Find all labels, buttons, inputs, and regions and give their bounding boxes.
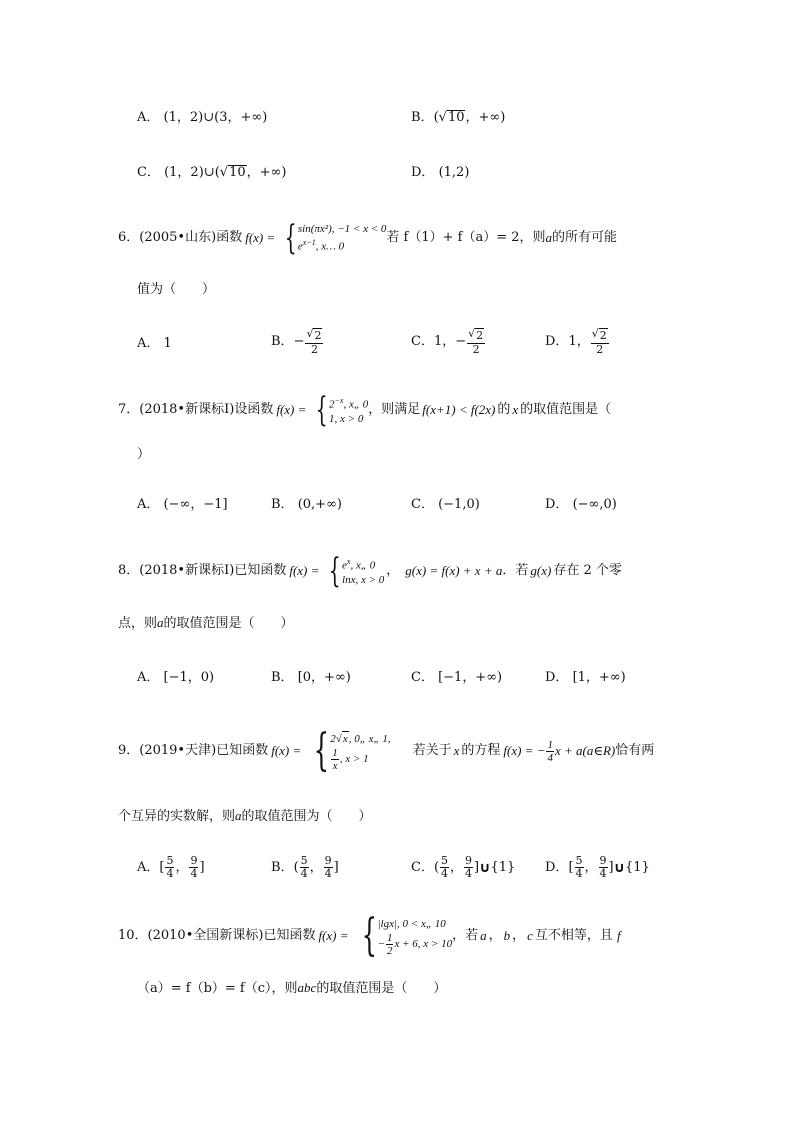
union-symbol: ∪ bbox=[203, 110, 215, 125]
q6-option-d[interactable] bbox=[545, 328, 610, 356]
piecewise-function bbox=[301, 725, 391, 776]
question-number: 10． bbox=[118, 928, 148, 943]
bracket: ] bbox=[199, 859, 205, 875]
numerator: 5 bbox=[166, 854, 174, 867]
case-coefficient: 2 bbox=[330, 732, 336, 745]
question-number: 8． bbox=[118, 563, 140, 578]
option-text: ，+∞) bbox=[465, 110, 506, 125]
numerator: 2 bbox=[314, 329, 322, 342]
bracket: ] bbox=[474, 859, 480, 875]
question-number: 9． bbox=[118, 743, 140, 758]
case-base: 2 bbox=[329, 398, 335, 411]
question-text: 互不相等，且 bbox=[534, 928, 613, 943]
option-label: C． bbox=[411, 497, 434, 512]
question-text: 恰有两 bbox=[615, 743, 655, 758]
separator: ， bbox=[309, 859, 323, 875]
option-text: ( bbox=[214, 165, 220, 180]
numerator: 9 bbox=[190, 854, 198, 867]
numerator: 1 bbox=[332, 746, 338, 759]
case-1: 2 √ x , 0„ x„ 1, bbox=[330, 732, 391, 745]
numerator: 5 bbox=[441, 854, 449, 867]
option-label: A． bbox=[137, 110, 160, 125]
denominator: 4 bbox=[575, 867, 583, 880]
cases bbox=[329, 394, 368, 426]
variable: x bbox=[512, 402, 519, 417]
q7-option-b[interactable] bbox=[271, 497, 342, 513]
question-text: 的方程 bbox=[461, 743, 501, 758]
q9-option-d[interactable] bbox=[545, 855, 650, 880]
variable: a bbox=[157, 615, 164, 630]
inequality: f(x+1) < f(2x) bbox=[422, 402, 496, 417]
option-label: B． bbox=[271, 859, 294, 875]
case-2 bbox=[378, 932, 453, 957]
question-lead: 已知函数 bbox=[263, 928, 316, 943]
fraction bbox=[575, 855, 584, 880]
cases bbox=[330, 731, 390, 772]
case-1 bbox=[342, 555, 384, 573]
brace-icon: { bbox=[361, 910, 377, 961]
denominator: 4 bbox=[300, 867, 308, 880]
q8-stem-line2 bbox=[118, 615, 294, 632]
question-source: (2005•山东) bbox=[139, 230, 217, 245]
separator: ， bbox=[450, 859, 464, 875]
option-text: [−1，+∞) bbox=[438, 670, 503, 685]
option-label: D． bbox=[545, 859, 569, 875]
option-text: [0，+∞) bbox=[297, 670, 351, 685]
function-name: f(x) = bbox=[289, 563, 320, 578]
separator: ， bbox=[175, 859, 189, 875]
fraction bbox=[440, 855, 449, 880]
q10-stem bbox=[118, 908, 621, 964]
q9-option-a[interactable] bbox=[137, 855, 205, 880]
q7-stem-line2: ） bbox=[137, 447, 151, 462]
option-label: D． bbox=[545, 670, 569, 685]
denominator: 4 bbox=[166, 867, 174, 880]
denominator: 2 bbox=[596, 343, 604, 356]
case-1 bbox=[329, 394, 368, 412]
question-condition: 若 f（1）+ f（a）= 2，则 bbox=[386, 230, 546, 245]
option-text: (1，2) bbox=[163, 110, 204, 125]
brace-icon: { bbox=[329, 551, 342, 591]
option-label: A． bbox=[137, 859, 160, 875]
option-text: [1，+∞) bbox=[572, 670, 626, 685]
option-text: 1， bbox=[568, 334, 590, 349]
separator: ， bbox=[584, 859, 598, 875]
case-tail: , x„ 0 bbox=[350, 559, 376, 572]
comma: ， bbox=[386, 563, 400, 578]
separator: ， bbox=[488, 928, 502, 943]
option-label: B． bbox=[271, 497, 294, 512]
q10-stem-line2 bbox=[137, 980, 446, 997]
numerator: 1 bbox=[547, 738, 553, 751]
option-text: (3，+∞) bbox=[214, 110, 268, 125]
question-text: ，则满足 bbox=[368, 402, 421, 417]
numerator: 2 bbox=[599, 329, 607, 342]
case-base: e bbox=[297, 240, 303, 253]
variable-b: b bbox=[503, 928, 511, 943]
option-label: C． bbox=[137, 165, 160, 180]
variable-a: a bbox=[480, 928, 487, 943]
cases bbox=[378, 916, 453, 957]
option-label: B． bbox=[271, 670, 294, 685]
case-2: 1, x > 0 bbox=[329, 412, 364, 425]
option-label: A． bbox=[137, 336, 160, 351]
bracket: ( bbox=[433, 859, 440, 875]
question-text: ．若 bbox=[502, 563, 529, 578]
option-label: B． bbox=[411, 110, 434, 125]
minus-sign: − bbox=[377, 938, 385, 950]
brace-icon: { bbox=[316, 390, 329, 430]
question-text: 的所有可能 bbox=[552, 230, 618, 245]
q7-option-a[interactable] bbox=[137, 497, 228, 513]
option-text: [−1，0) bbox=[163, 670, 215, 685]
q8-stem bbox=[118, 551, 622, 591]
question-lead: 函数 bbox=[216, 230, 243, 245]
option-text: (1，2) bbox=[164, 165, 204, 180]
q8-option-d[interactable] bbox=[545, 670, 626, 686]
q5-option-a[interactable] bbox=[137, 110, 267, 126]
option-label: C． bbox=[411, 859, 434, 875]
fraction bbox=[165, 855, 174, 880]
numerator: 1 bbox=[386, 931, 393, 944]
fraction: √ 2 2 bbox=[591, 327, 607, 356]
q9-stem-line2 bbox=[118, 808, 372, 825]
question-source: (2010•全国新课标) bbox=[147, 928, 264, 943]
function-name: f(x) = bbox=[318, 928, 349, 943]
question-text: 存在 2 个零 bbox=[553, 563, 622, 578]
case-tail: , x > 1 bbox=[339, 753, 369, 765]
separator: ， bbox=[512, 928, 526, 943]
question-text: 个互异的实数解，则 bbox=[118, 809, 236, 824]
sqrt-radicand: 10 bbox=[229, 165, 246, 180]
case-base: e bbox=[342, 559, 347, 572]
option-text: (−∞，−1] bbox=[163, 497, 228, 512]
piecewise-function bbox=[275, 218, 387, 258]
q6-stem bbox=[118, 218, 617, 258]
function-name: f(x) = bbox=[245, 230, 276, 245]
function-name: f(x) = bbox=[276, 402, 307, 417]
case-2: lnx, x > 0 bbox=[342, 573, 385, 586]
union-symbol: ∪ bbox=[479, 859, 491, 876]
question-number: 7． bbox=[118, 402, 140, 417]
minus-sign: − bbox=[293, 334, 305, 349]
question-text: （a）= f（b）= f（c），则 bbox=[137, 981, 298, 996]
q8-option-b[interactable] bbox=[271, 670, 351, 686]
function-symbol: f bbox=[616, 928, 621, 943]
denominator: 4 bbox=[324, 867, 332, 880]
denominator: 4 bbox=[441, 867, 449, 880]
denominator: 4 bbox=[190, 867, 198, 880]
option-text: ( bbox=[433, 110, 439, 125]
option-text: (0,+∞) bbox=[297, 497, 342, 512]
question-source: (2018•新课标Ⅰ) bbox=[139, 563, 235, 578]
bracket: ( bbox=[293, 859, 299, 875]
option-text: (−∞,0) bbox=[572, 497, 617, 512]
q6-option-b[interactable] bbox=[271, 328, 324, 356]
numerator: 9 bbox=[599, 854, 607, 867]
variable: a bbox=[545, 230, 553, 245]
question-text: ，若 bbox=[452, 928, 479, 943]
question-source: (2018•新课标Ⅰ) bbox=[139, 402, 235, 417]
sqrt-radicand: x bbox=[342, 732, 348, 745]
question-number: 6． bbox=[118, 230, 140, 245]
option-text: ，+∞) bbox=[246, 165, 287, 180]
variable: a bbox=[235, 808, 242, 823]
q6-option-c[interactable] bbox=[411, 328, 486, 356]
option-text: (1,2) bbox=[438, 165, 470, 180]
bracket: ] bbox=[333, 859, 339, 875]
g-of-x: g(x) bbox=[530, 563, 552, 578]
case-exponent: −x bbox=[334, 396, 344, 406]
bracket: ] bbox=[608, 859, 614, 875]
fraction bbox=[546, 739, 554, 764]
question-text: 的 bbox=[497, 402, 511, 417]
question-lead: 设函数 bbox=[234, 402, 274, 417]
denominator: 2 bbox=[386, 944, 393, 957]
option-label: D． bbox=[545, 334, 569, 349]
q5-option-c[interactable] bbox=[137, 165, 286, 181]
denominator: 2 bbox=[472, 343, 480, 356]
denominator: 4 bbox=[599, 867, 607, 880]
question-text: 的取值范围是（ bbox=[520, 402, 612, 417]
option-label: D． bbox=[545, 497, 569, 512]
sqrt-expression: √ 10 bbox=[219, 165, 246, 180]
cases bbox=[342, 555, 384, 587]
variable-c: c bbox=[527, 928, 533, 943]
case-2 bbox=[330, 747, 390, 772]
fraction: √ 2 2 bbox=[468, 327, 484, 356]
sqrt-expression: √ 10 bbox=[438, 110, 465, 125]
question-text: 若关于 bbox=[412, 743, 452, 758]
case-2 bbox=[298, 236, 387, 254]
case-tail: , x… 0 bbox=[315, 240, 345, 253]
question-text: 点，则 bbox=[118, 616, 158, 631]
denominator: x bbox=[332, 759, 338, 772]
numerator: 9 bbox=[465, 854, 473, 867]
fraction bbox=[324, 855, 333, 880]
q7-stem bbox=[118, 390, 611, 430]
q5-option-b[interactable] bbox=[411, 110, 505, 126]
option-text: {1} bbox=[624, 859, 650, 875]
q6-option-a[interactable] bbox=[137, 336, 172, 352]
brace-icon: { bbox=[313, 725, 330, 776]
option-label: A． bbox=[137, 497, 160, 512]
bracket: [ bbox=[568, 859, 574, 875]
question-source: (2019•天津) bbox=[139, 743, 217, 758]
function-name: f(x) = bbox=[271, 743, 302, 758]
denominator: 2 bbox=[310, 343, 318, 356]
fraction bbox=[599, 855, 608, 880]
case-exponent: x−1 bbox=[302, 238, 316, 248]
question-text: 的取值范围为（ ） bbox=[241, 809, 372, 824]
bracket: [ bbox=[159, 859, 165, 875]
option-text: 1，− bbox=[433, 334, 467, 349]
numerator: 5 bbox=[575, 854, 583, 867]
denominator: 4 bbox=[547, 751, 553, 764]
q6-stem-line2: 值为（ ） bbox=[137, 282, 216, 297]
equation-lhs: f(x) = − bbox=[503, 743, 546, 758]
question-lead: 已知函数 bbox=[234, 563, 287, 578]
option-label: A． bbox=[137, 670, 160, 685]
numerator: 2 bbox=[476, 329, 484, 342]
equation-rhs: x + a(a∈R) bbox=[554, 743, 616, 758]
q9-option-b[interactable] bbox=[271, 855, 339, 880]
case-tail: , 0„ x„ 1, bbox=[348, 732, 391, 745]
g-definition: g(x) = f(x) + x + a bbox=[405, 563, 503, 578]
question-text: 的取值范围是（ ） bbox=[316, 981, 447, 996]
q7-option-c[interactable] bbox=[411, 497, 480, 513]
q5-option-d[interactable] bbox=[411, 165, 469, 181]
option-text: {1} bbox=[490, 859, 516, 875]
piecewise-function bbox=[349, 910, 453, 961]
variable: x bbox=[453, 743, 460, 758]
product-abc: abc bbox=[297, 980, 317, 995]
q9-option-c[interactable] bbox=[411, 855, 515, 880]
case-exponent: x bbox=[346, 557, 351, 567]
q8-option-c[interactable] bbox=[411, 670, 502, 686]
numerator: 5 bbox=[300, 854, 308, 867]
piecewise-function bbox=[306, 390, 369, 430]
union-symbol: ∪ bbox=[613, 859, 625, 876]
fraction bbox=[464, 855, 473, 880]
case-1: |lgx|, 0 < x„ 10 bbox=[377, 917, 446, 930]
fraction bbox=[300, 855, 309, 880]
option-text: 1 bbox=[163, 336, 172, 351]
cases bbox=[298, 222, 387, 254]
fraction: √ 2 2 bbox=[306, 327, 322, 356]
denominator: 4 bbox=[465, 867, 473, 880]
sqrt-radicand: 10 bbox=[447, 110, 465, 125]
piecewise-function bbox=[319, 551, 385, 591]
case-tail: x + 6, x > 10 bbox=[394, 938, 453, 950]
option-label: B． bbox=[271, 334, 294, 349]
question-text: 的取值范围是（ ） bbox=[163, 616, 294, 631]
case-1: sin(πx²), −1 < x < 0 bbox=[297, 223, 387, 236]
fraction bbox=[189, 855, 198, 880]
union-symbol: ∪ bbox=[203, 165, 215, 180]
numerator: 9 bbox=[324, 854, 332, 867]
option-label: D． bbox=[411, 165, 435, 180]
option-label: C． bbox=[411, 670, 434, 685]
brace-icon: { bbox=[285, 218, 297, 258]
q8-option-a[interactable] bbox=[137, 670, 214, 686]
q7-option-d[interactable] bbox=[545, 497, 617, 513]
case-tail: , x„ 0 bbox=[343, 398, 369, 411]
question-lead: 已知函数 bbox=[216, 743, 269, 758]
q9-stem bbox=[118, 722, 654, 780]
option-text: (−1,0) bbox=[438, 497, 480, 512]
option-label: C． bbox=[411, 334, 434, 349]
